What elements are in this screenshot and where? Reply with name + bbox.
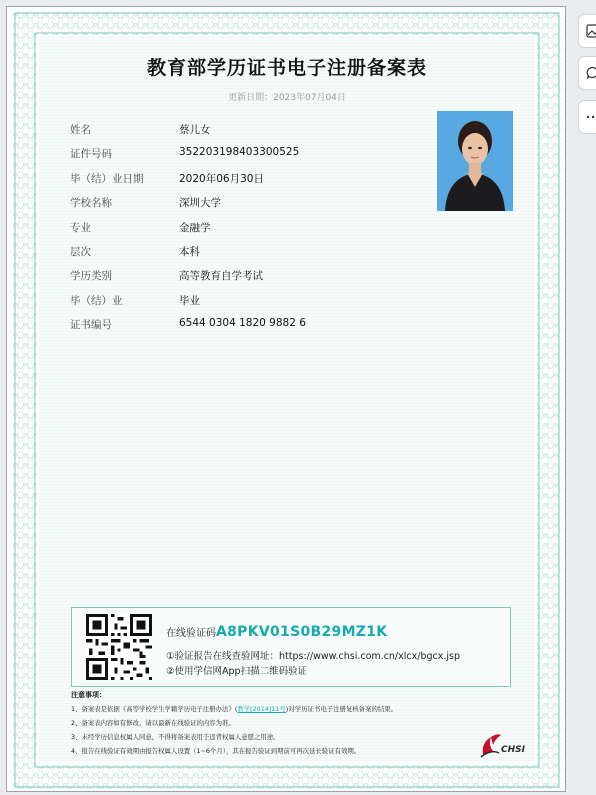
comment-icon — [586, 66, 596, 80]
chsi-logo-text: CHSI — [501, 745, 525, 755]
notes-list — [71, 704, 397, 760]
verification-box — [71, 607, 511, 687]
field-label: 学历类别 — [70, 270, 112, 283]
note-item — [71, 718, 397, 732]
note-text: )对学历证书电子注册复核备案的结果。 — [285, 705, 398, 713]
field-value: 352203198403300525 — [179, 146, 300, 159]
field-value: 高等教育自学考试 — [179, 270, 263, 283]
regulation-link[interactable]: 教学[2014]11号 — [237, 705, 286, 713]
verification-code-prefix: 在线验证码 — [166, 628, 216, 639]
field-value: 毕业 — [179, 294, 200, 307]
field-value: 蔡儿女 — [179, 124, 211, 136]
field-label: 证件号码 — [70, 148, 112, 161]
field-label: 层次 — [70, 245, 91, 258]
verification-code-line — [166, 624, 387, 640]
comment-tool-button[interactable] — [578, 56, 596, 90]
note-text: 1、备案表是依据《高等学校学生学籍学历电子注册办法》( — [71, 705, 238, 713]
note-item — [71, 732, 397, 746]
portrait-icon — [437, 111, 513, 211]
field-label: 证书编号 — [70, 319, 112, 332]
note-text: 4、报告在线验证有效期由报告权属人设置（1~6个月），其在报告验证到期前可再次延长验证有效期。 — [71, 747, 361, 755]
field-value: 金融学 — [179, 221, 211, 234]
field-label: 姓名 — [70, 124, 91, 136]
field-label: 毕（结）业 — [70, 294, 123, 307]
id-photo — [437, 111, 513, 211]
field-label: 学校名称 — [70, 197, 112, 210]
note-item — [71, 704, 397, 718]
updated-date: 更新日期：2023年07月04日 — [228, 93, 346, 103]
verification-url-line: ①验证报告在线查验网址：https://www.chsi.com.cn/xlcx/bgcx.jsp — [166, 651, 460, 662]
note-text: 2、备案表内容如有修改，请以最新在线验证的内容为准。 — [71, 719, 235, 727]
field-value: 2020年06月30日 — [179, 172, 264, 185]
notes-title: 注意事项： — [71, 691, 106, 699]
image-icon — [586, 24, 596, 38]
field-value: 6544 0304 1820 9882 6 — [179, 317, 306, 330]
field-value: 深圳大学 — [179, 197, 221, 210]
document-page — [6, 6, 566, 792]
qr-code-icon[interactable] — [86, 614, 152, 680]
field-label: 专业 — [70, 221, 91, 234]
verification-code: A8PKV01S0B29MZ1K — [216, 624, 388, 640]
page-title: 教育部学历证书电子注册备案表 — [146, 57, 427, 79]
verification-app-line: ②使用学信网App扫描二维码验证 — [166, 666, 308, 677]
field-label: 毕（结）业日期 — [70, 172, 144, 185]
more-tool-button[interactable] — [578, 100, 596, 134]
note-item — [71, 746, 397, 760]
image-tool-button[interactable] — [578, 14, 596, 48]
right-toolbar — [574, 10, 596, 170]
note-text: 3、未经学历信息权属人同意，不得将备案表用于违背权属人意愿之用途。 — [71, 733, 280, 741]
more-icon — [586, 110, 596, 124]
field-value: 本科 — [179, 245, 200, 258]
